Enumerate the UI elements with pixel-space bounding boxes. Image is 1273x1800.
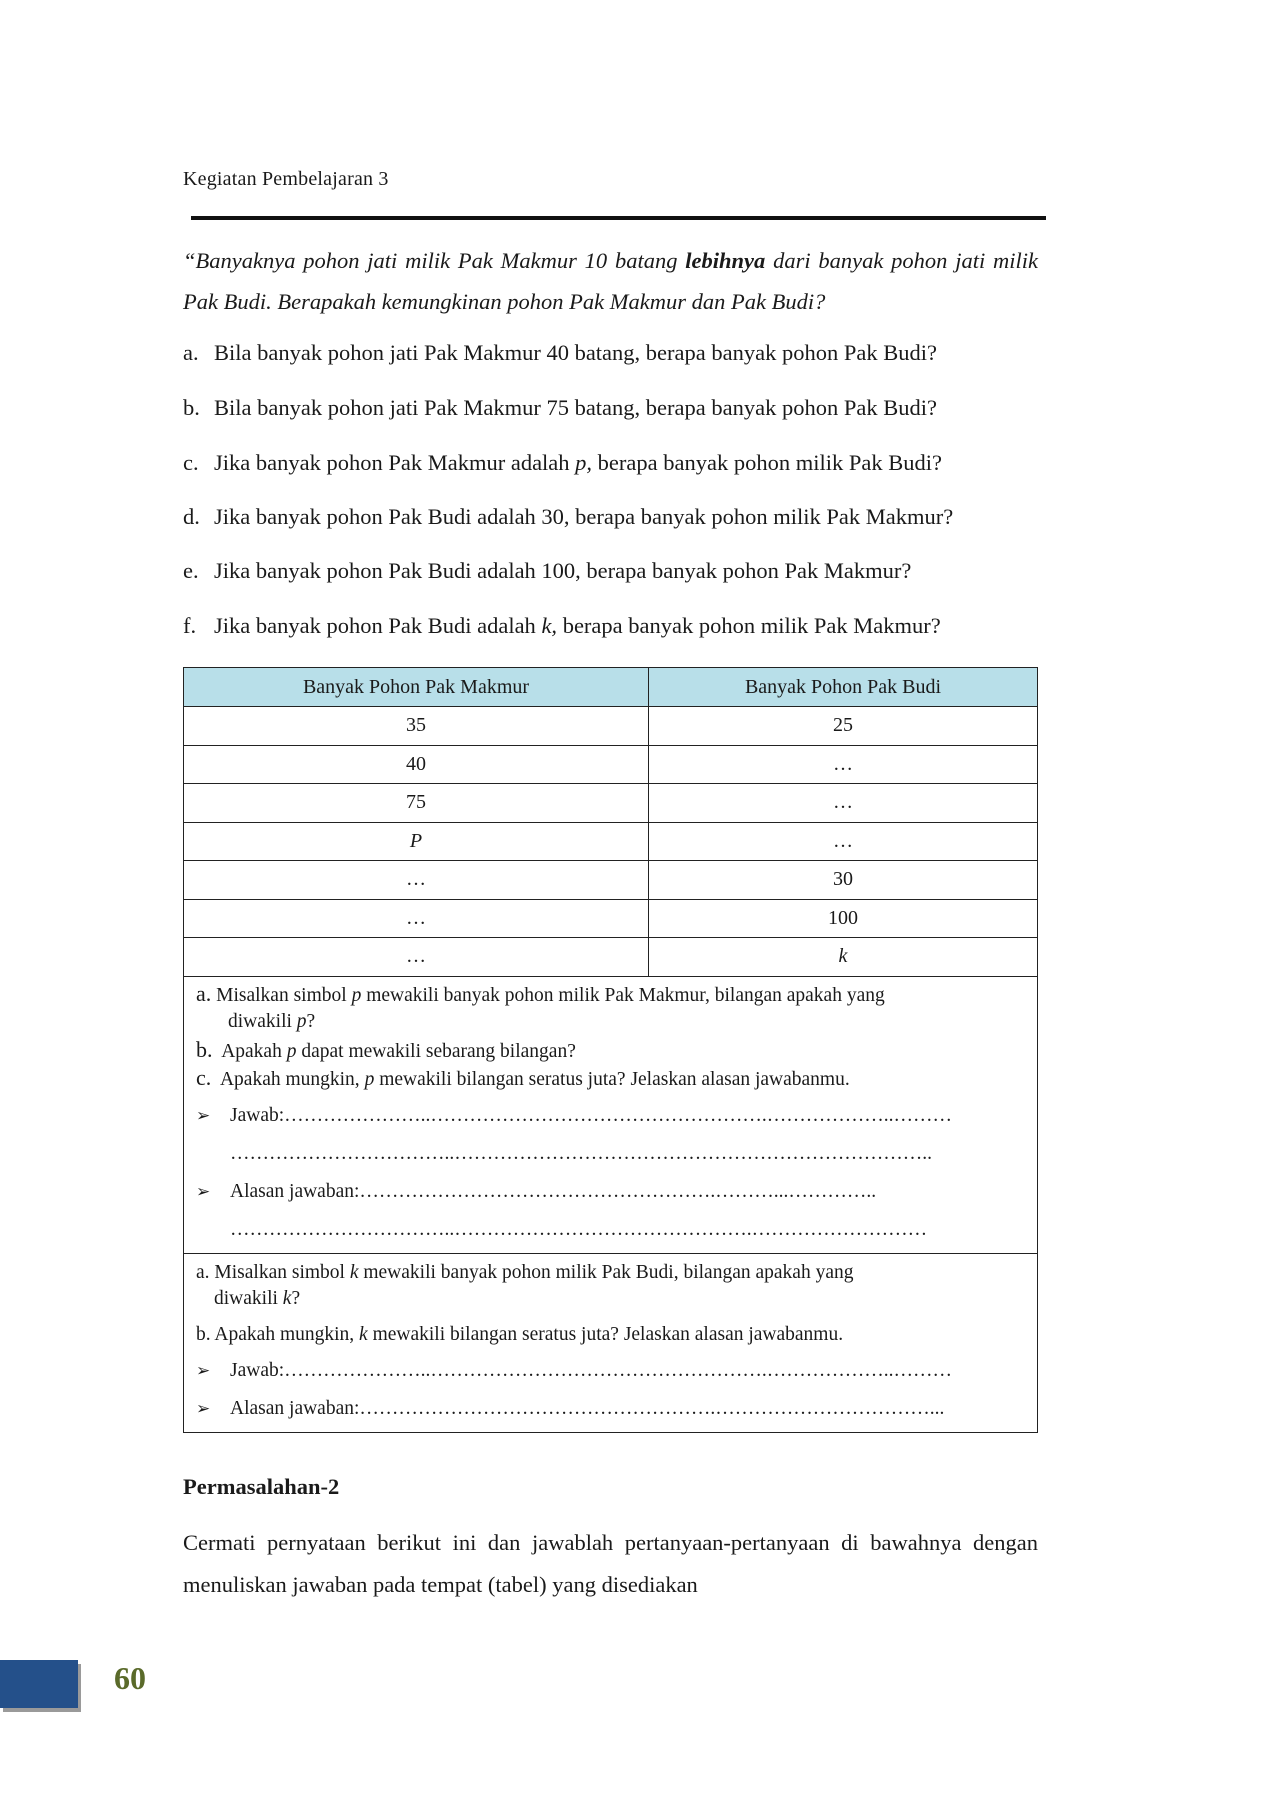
question-box-k-row: [184, 1253, 1038, 1432]
page-number-box: [0, 1660, 78, 1708]
box-k-question-b: b. Apakah mungkin, k mewakili bilangan seratus juta? Jelaskan alasan jawabanmu.: [196, 1323, 844, 1345]
box-p-question-c: c. Apakah mungkin, p mewakili bilangan seratus juta? Jelaskan alasan jawabanmu.: [196, 1064, 850, 1090]
question-c: c. Jika banyak pohon Pak Makmur adalah p, berapa banyak pohon milik Pak Budi?: [183, 450, 942, 475]
answer-line-p-cont[interactable]: ……………………………..………………………………………………………………..: [230, 1142, 932, 1164]
intro-part-2: dari banyak pohon jati milik Pak Budi. Berapakah kemungkinan pohon Pak Makmur dan Pak Budi?: [183, 248, 1038, 314]
table-row: 75 …: [184, 784, 1038, 823]
intro-part-1: “Banyaknya pohon jati milik Pak Makmur 10 batang: [183, 248, 686, 273]
answer-line-k[interactable]: ➢ Jawab:…………………..…………………………………………….………………..………: [196, 1358, 1025, 1384]
box-p-question-b: b. Apakah p dapat mewakili sebarang bilangan?: [196, 1036, 576, 1062]
arrow-bullet-icon: ➢: [196, 1105, 211, 1126]
question-d: d. Jika banyak pohon Pak Budi adalah 30, berapa banyak pohon milik Pak Makmur?: [183, 504, 954, 529]
reason-line-p[interactable]: ➢ Alasan jawaban:……………………………………………….………...…………..: [196, 1179, 1025, 1205]
section-paragraph: Cermati pernyataan berikut ini dan jawablah pertanyaan-pertanyaan di bawahnya dengan menuliskan jawaban pada tempat (tabel) yang disediakan: [183, 1530, 1038, 1597]
arrow-bullet-icon: ➢: [196, 1181, 211, 1202]
table-row: … 30: [184, 861, 1038, 900]
intro-statement: [183, 240, 1038, 322]
table-row: P …: [184, 822, 1038, 861]
header-divider: [191, 216, 1046, 220]
arrow-bullet-icon: ➢: [196, 1360, 211, 1381]
table-row: … 100: [184, 899, 1038, 938]
question-b: b. Bila banyak pohon jati Pak Makmur 75 batang, berapa banyak pohon Pak Budi?: [183, 395, 937, 420]
table-row: 40 …: [184, 745, 1038, 784]
box-p-question-a-cont: diwakili p?: [228, 1010, 316, 1032]
table-row: … k: [184, 938, 1038, 977]
question-box-k: [184, 1253, 1038, 1432]
question-e: e. Jika banyak pohon Pak Budi adalah 100, berapa banyak pohon Pak Makmur?: [183, 558, 912, 583]
question-f: f. Jika banyak pohon Pak Budi adalah k, berapa banyak pohon milik Pak Makmur?: [183, 613, 941, 638]
page-number: 60: [114, 1660, 146, 1696]
page-header: Kegiatan Pembelajaran 3: [183, 168, 389, 190]
answer-line-p[interactable]: ➢ Jawab:…………………..…………………………………………….………………..………: [196, 1103, 1025, 1129]
box-k-question-a: a. Misalkan simbol k mewakili banyak pohon milik Pak Budi, bilangan apakah yang: [196, 1261, 854, 1283]
question-box-p-row: [184, 976, 1038, 1253]
question-box-p: [184, 976, 1038, 1253]
header-makmur: Banyak Pohon Pak Makmur: [184, 668, 649, 707]
box-k-question-a-cont: diwakili k?: [214, 1287, 301, 1309]
intro-bold: lebihnya: [685, 248, 766, 273]
table-row: 35 25: [184, 707, 1038, 746]
question-a: a. Bila banyak pohon jati Pak Makmur 40 batang, berapa banyak pohon Pak Budi?: [183, 340, 937, 365]
tree-count-table: [183, 667, 1038, 1433]
reason-line-p-cont[interactable]: ……………………………..……………………………………….………………………: [230, 1218, 928, 1240]
section-title: Permasalahan-2: [183, 1474, 340, 1499]
box-p-question-a: a. Misalkan simbol p mewakili banyak pohon milik Pak Makmur, bilangan apakah yang: [196, 980, 885, 1006]
header-budi: Banyak Pohon Pak Budi: [649, 668, 1038, 707]
arrow-bullet-icon: ➢: [196, 1398, 211, 1419]
table-header-row: [184, 668, 1038, 707]
reason-line-k[interactable]: ➢ Alasan jawaban:……………………………………………….……………………………...: [196, 1396, 1025, 1422]
